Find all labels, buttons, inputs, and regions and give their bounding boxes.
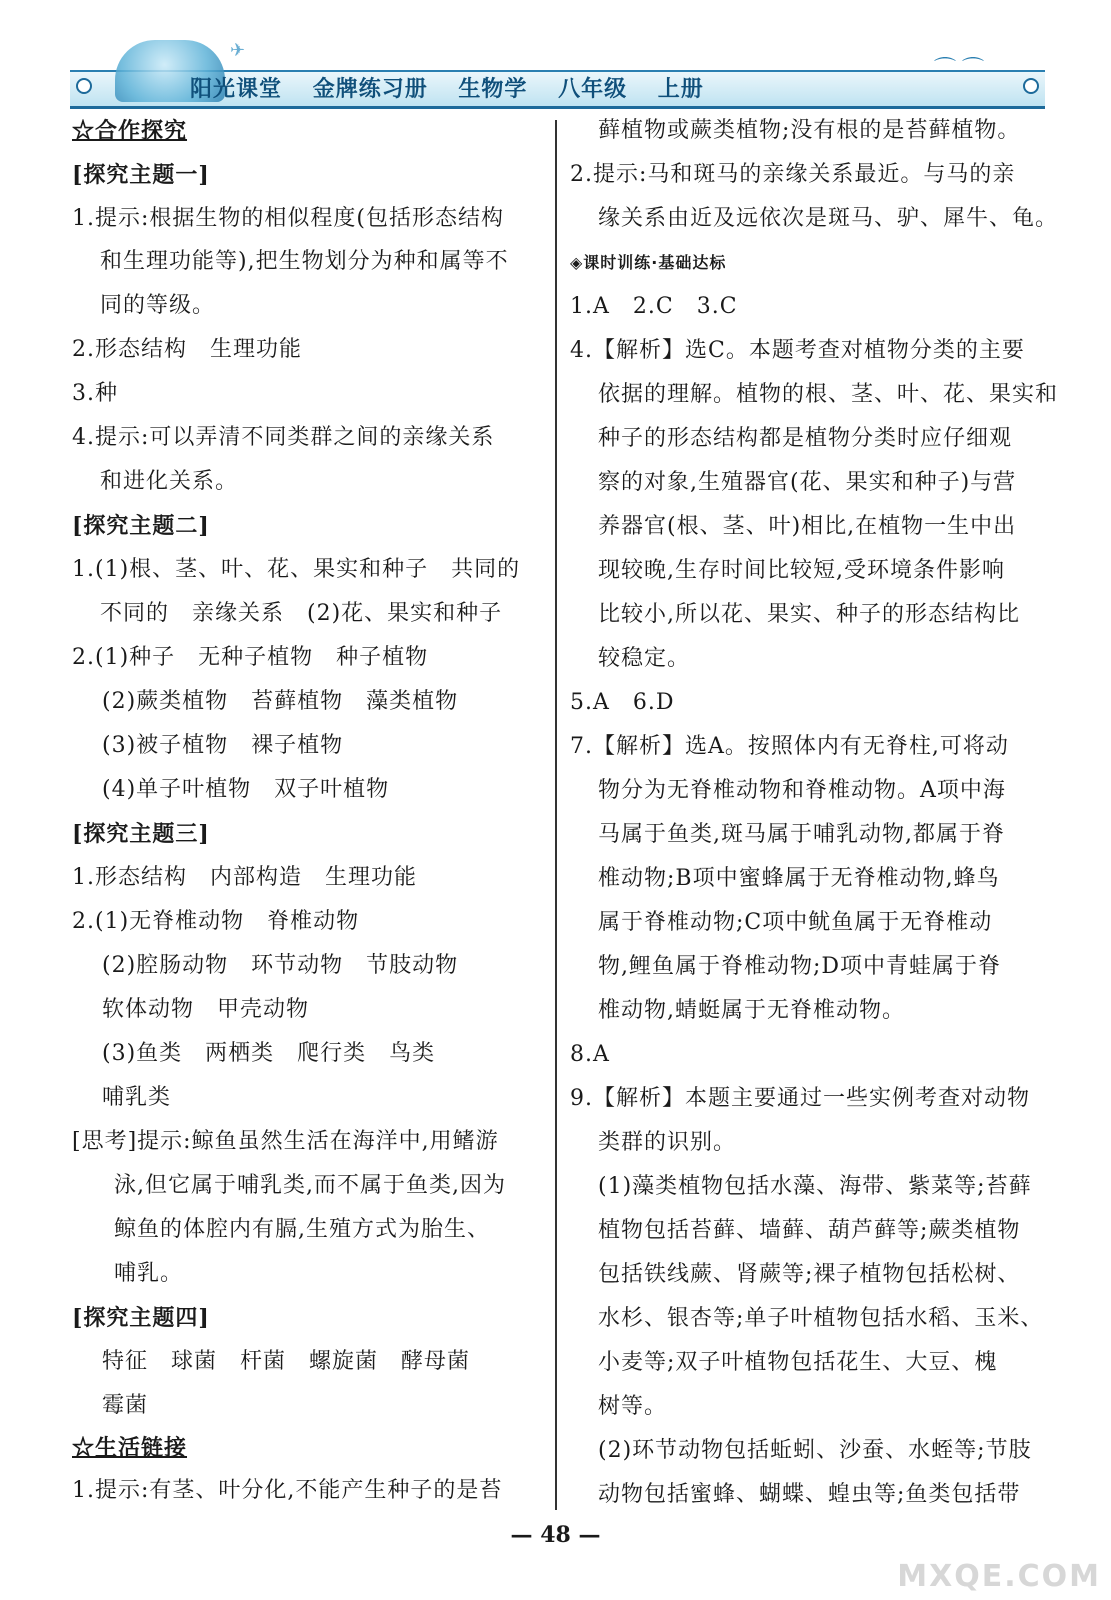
left-column-line: 1.提示:有茎、叶分化,不能产生种子的是苔 [72, 1478, 503, 1503]
right-column-line: 养器官(根、茎、叶)相比,在植物一生中出 [598, 514, 1017, 539]
left-column-line: [探究主题二] [72, 513, 210, 539]
left-column-line: 泳,但它属于哺乳类,而不属于鱼类,因为 [114, 1173, 506, 1198]
right-column-line: 藓植物或蕨类植物;没有根的是苔藓植物。 [598, 118, 1021, 143]
left-column-line: 1.提示:根据生物的相似程度(包括形态结构 [72, 206, 504, 231]
header-right-dot [1023, 78, 1039, 94]
left-column-line: 鲸鱼的体腔内有膈,生殖方式为胎生、 [114, 1217, 490, 1242]
right-column-line: 包括铁线蕨、肾蕨等;裸子植物包括松树、 [598, 1262, 1021, 1287]
right-column-line: 动物包括蜜蜂、蝴蝶、蝗虫等;鱼类包括带 [598, 1482, 1021, 1507]
right-column-line: 7.【解析】选A。按照体内有无脊柱,可将动 [570, 734, 1009, 759]
volume-name: 上册 [657, 77, 704, 102]
right-column-line: 椎动物;B项中蜜蜂属于无脊椎动物,蜂鸟 [598, 866, 1000, 891]
right-column-line: 依据的理解。植物的根、茎、叶、花、果实和 [598, 382, 1059, 407]
left-column-line: (2)蕨类植物 苔藓植物 藻类植物 [102, 689, 459, 714]
left-column-line: 同的等级。 [100, 293, 216, 318]
right-column-line: 物,鲤鱼属于脊椎动物;D项中青蛙属于脊 [598, 954, 1002, 979]
left-column-line: [思考]提示:鲸鱼虽然生活在海洋中,用鳍游 [72, 1129, 499, 1154]
right-column-line: 种子的形态结构都是植物分类时应仔细观 [598, 426, 1013, 451]
subject-name: 生物学 [458, 77, 528, 102]
column-divider [555, 120, 557, 1510]
right-column-line: 1.A 2.C 3.C [570, 294, 738, 319]
right-column-line: 马属于鱼类,斑马属于哺乳动物,都属于脊 [598, 822, 1005, 847]
grade-name: 八年级 [558, 77, 628, 102]
right-column-line: 现较晚,生存时间比较短,受环境条件影响 [598, 558, 1005, 583]
left-column-line: 和进化关系。 [100, 469, 239, 494]
right-column-line: 椎动物,蜻蜓属于无脊椎动物。 [598, 998, 905, 1023]
right-column-line: 8.A [570, 1042, 610, 1067]
right-column-line: 9.【解析】本题主要通过一些实例考查对动物 [570, 1086, 1030, 1111]
left-column-line: 2.(1)种子 无种子植物 种子植物 [72, 645, 429, 670]
birds-icon: ⌒⌒ [933, 57, 990, 82]
left-column-line: 2.(1)无脊椎动物 脊椎动物 [72, 909, 360, 934]
right-column-line: 较稳定。 [598, 646, 691, 671]
left-column-line: (2)腔肠动物 环节动物 节肢动物 [102, 953, 459, 978]
header-title [190, 72, 726, 103]
right-column-line: 缘关系由近及远依次是斑马、驴、犀牛、龟。 [598, 206, 1059, 231]
left-column-line: (4)单子叶植物 双子叶植物 [102, 777, 390, 802]
left-column-line: 霉菌 [102, 1393, 149, 1418]
right-column-line: 比较小,所以花、果实、种子的形态结构比 [598, 602, 1020, 627]
left-column-line: 不同的 亲缘关系 (2)花、果实和种子 [100, 601, 503, 626]
left-column-line: [探究主题四] [72, 1305, 210, 1331]
series-name: 金牌练习册 [312, 77, 428, 102]
left-column-line: ☆合作探究 [72, 118, 188, 144]
left-column-line: (3)鱼类 两栖类 爬行类 鸟类 [102, 1041, 436, 1066]
left-column-line: 和生理功能等),把生物划分为种和属等不 [100, 249, 509, 274]
left-column-line: 3.种 [72, 381, 118, 406]
right-column-line: 2.提示:马和斑马的亲缘关系最近。与马的亲 [570, 162, 1016, 187]
left-column-line: [探究主题三] [72, 821, 210, 847]
left-column-line: [探究主题一] [72, 162, 210, 188]
left-column-line: 软体动物 甲壳动物 [102, 997, 310, 1022]
paper-plane-icon: ✈ [230, 40, 246, 61]
right-column-line: 植物包括苔藓、墙藓、葫芦藓等;蕨类植物 [598, 1218, 1021, 1243]
page-number: — 48 — [510, 1522, 601, 1548]
right-column-line: 察的对象,生殖器官(花、果实和种子)与营 [598, 470, 1017, 495]
left-column-line: 1.形态结构 内部构造 生理功能 [72, 865, 417, 890]
right-column-line: 小麦等;双子叶植物包括花生、大豆、槐 [598, 1350, 998, 1375]
watermark: MXQE.COM [897, 1559, 1101, 1594]
left-column-line: 4.提示:可以弄清不同类群之间的亲缘关系 [72, 425, 495, 450]
right-column-line: 树等。 [598, 1394, 668, 1419]
left-column-line: (3)被子植物 裸子植物 [102, 733, 344, 758]
right-column-line: 5.A 6.D [570, 690, 675, 715]
brand-name: 阳光课堂 [190, 77, 283, 102]
left-column-line: 哺乳。 [114, 1261, 184, 1286]
right-column-line: 类群的识别。 [598, 1130, 737, 1155]
right-column-line: 物分为无脊椎动物和脊椎动物。A项中海 [598, 778, 1006, 803]
left-column-line: 特征 球菌 杆菌 螺旋菌 酵母菌 [102, 1349, 471, 1374]
right-column-line: ◈课时训练·基础达标 [570, 253, 727, 272]
right-column-line: (1)藻类植物包括水藻、海带、紫菜等;苔藓 [598, 1174, 1032, 1199]
left-column-line: 哺乳类 [102, 1085, 172, 1110]
header-left-dot [76, 78, 92, 94]
right-column-line: (2)环节动物包括蚯蚓、沙蚕、水蛭等;节肢 [598, 1438, 1032, 1463]
right-column-line: 水杉、银杏等;单子叶植物包括水稻、玉米、 [598, 1306, 1044, 1331]
left-column-line: 2.形态结构 生理功能 [72, 337, 302, 362]
right-column-line: 4.【解析】选C。本题考查对植物分类的主要 [570, 338, 1025, 363]
left-column-line: 1.(1)根、茎、叶、花、果实和种子 共同的 [72, 557, 521, 582]
page-header [70, 40, 1045, 108]
right-column-line: 属于脊椎动物;C项中鱿鱼属于无脊椎动 [598, 910, 993, 935]
left-column-line: ☆生活链接 [72, 1435, 188, 1461]
